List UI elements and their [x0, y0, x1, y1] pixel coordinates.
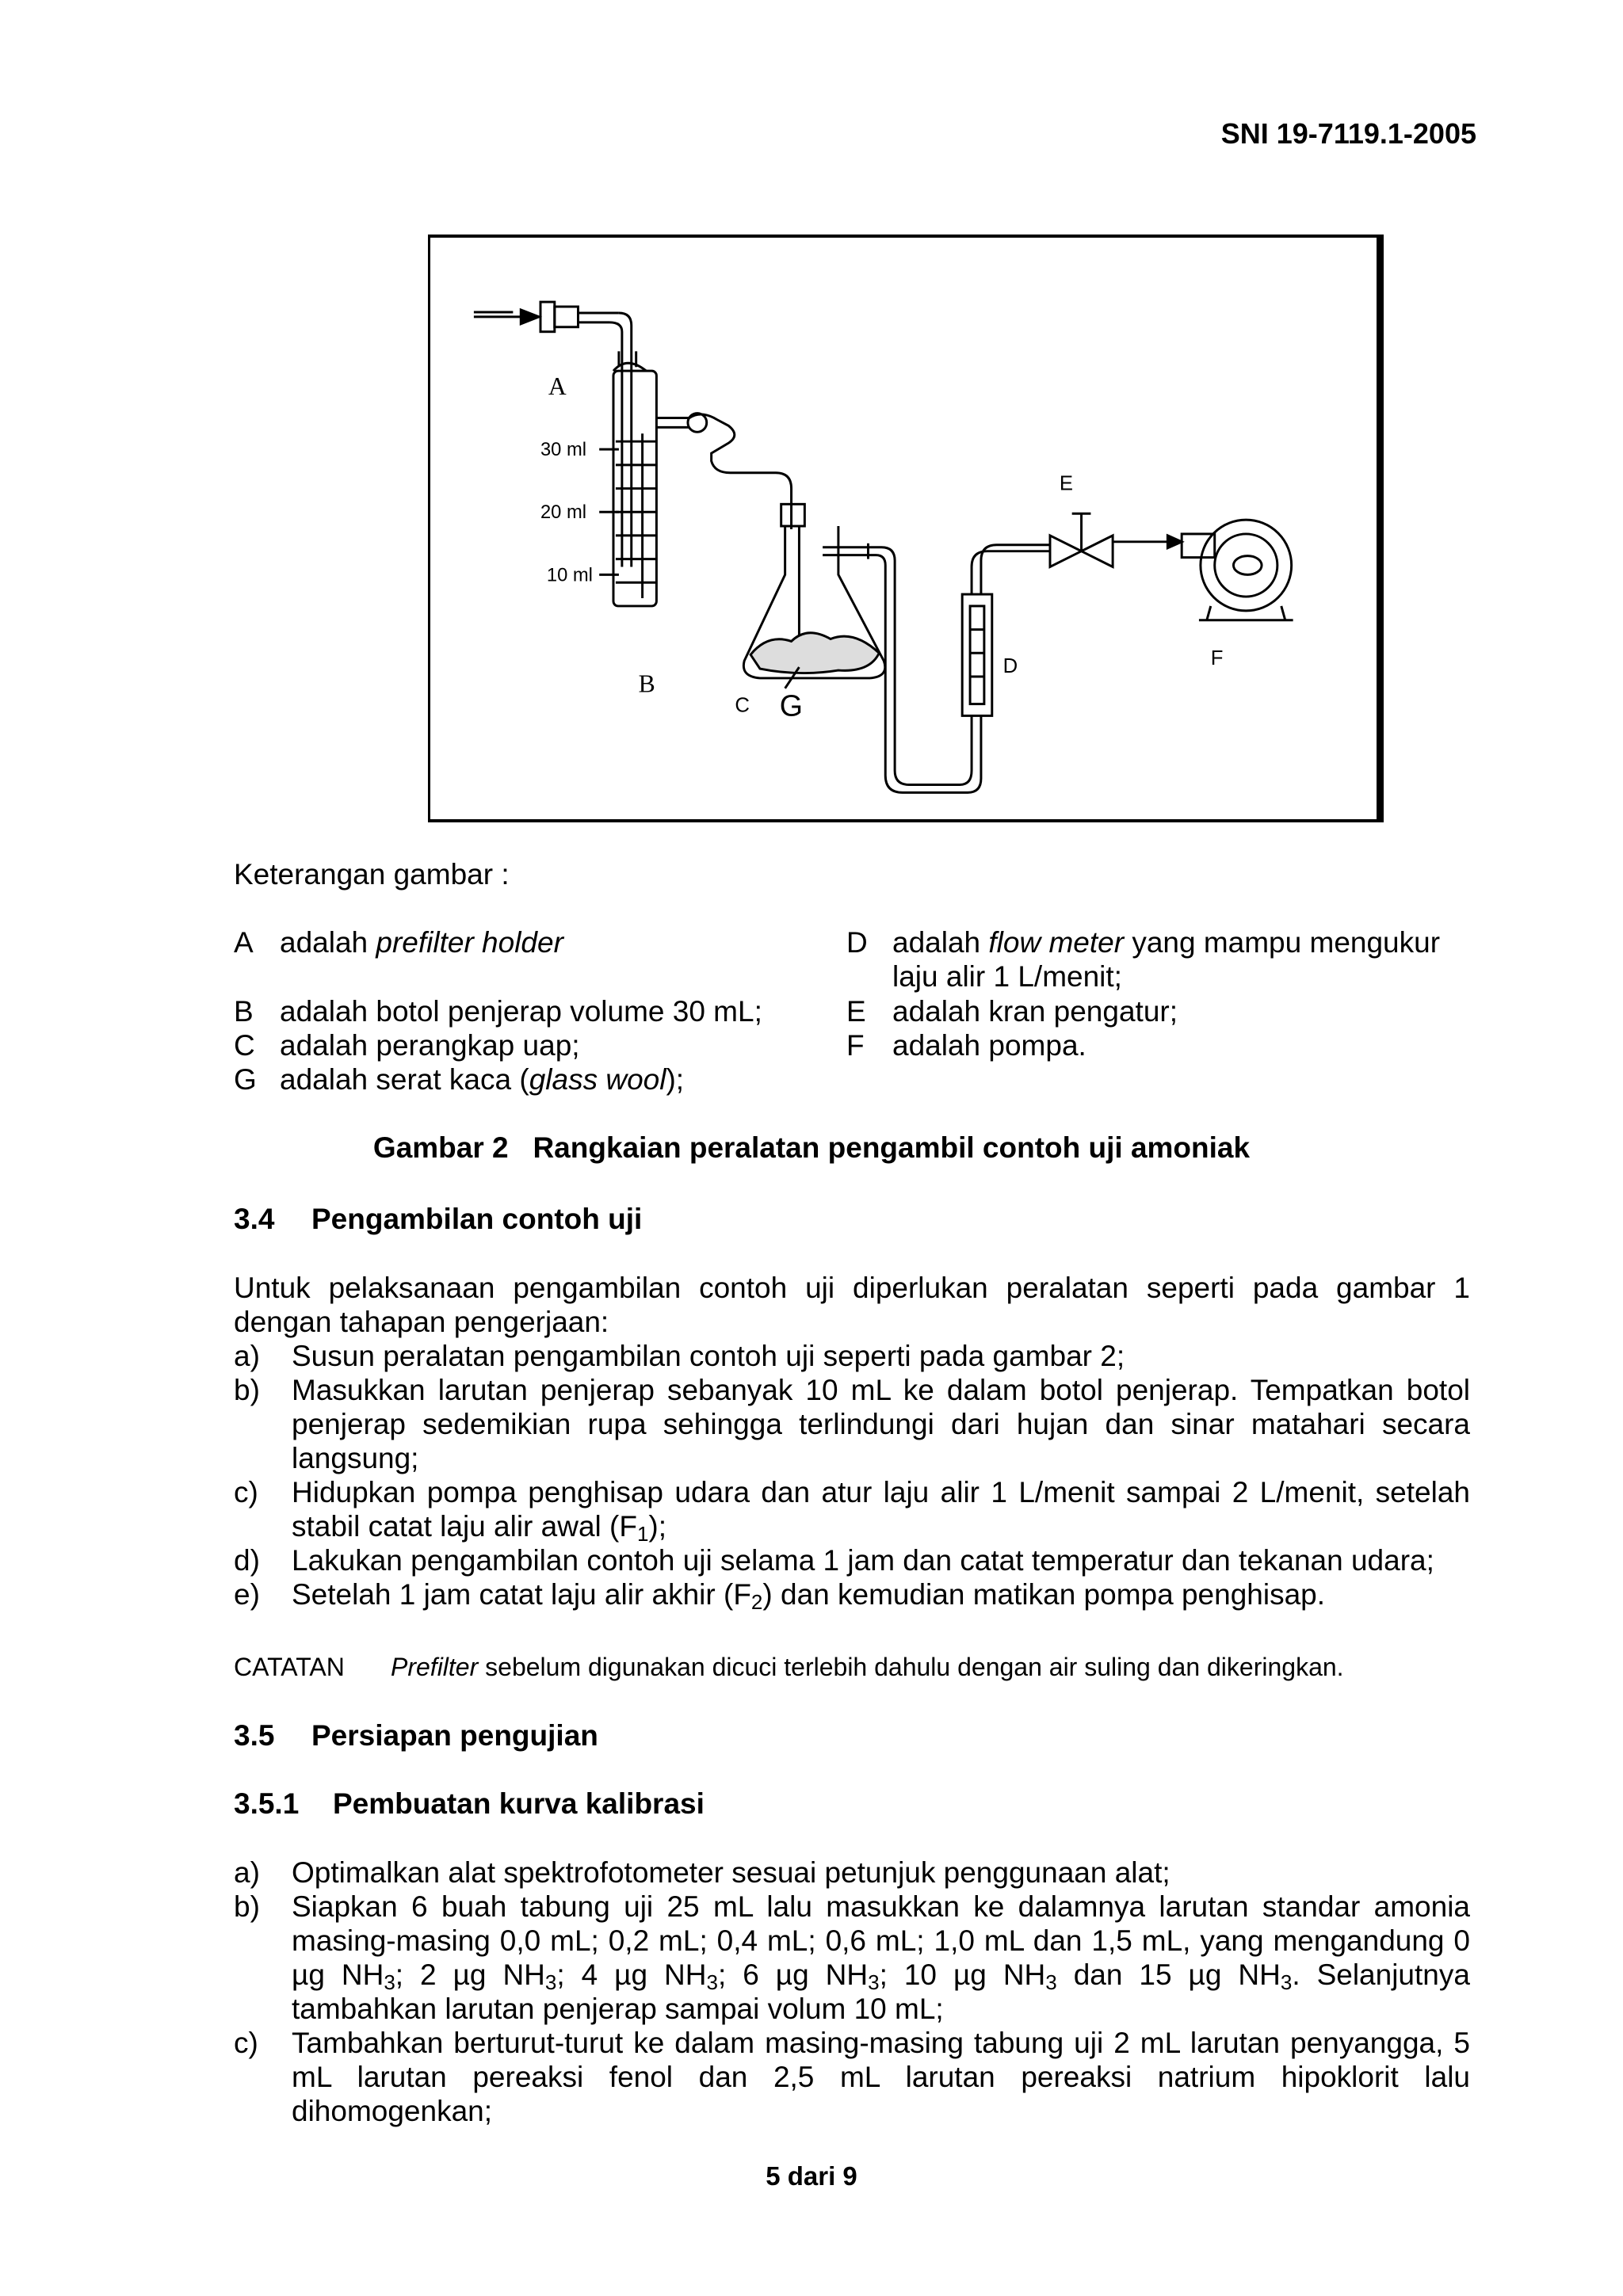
figure-caption: Gambar 2 Rangkaian peralatan pengambil contoh uji amoniak [372, 1131, 1251, 1164]
document-id: SNI 19-7119.1-2005 [1220, 117, 1476, 150]
glass-wool [750, 633, 879, 673]
prefilter-holder [540, 302, 555, 332]
section-heading-3-5-1: 3.5.1 Pembuatan kurva kalibrasi [234, 1787, 705, 1820]
inlet-arrowhead [521, 310, 539, 324]
legend-F: F adalah pompa. [846, 1029, 1086, 1062]
label-D: D [1002, 655, 1018, 678]
scale-30ml: 30 ml [540, 440, 587, 461]
flow-meter [962, 594, 992, 715]
legend-B: B adalah botol penjerap volume 30 mL; [234, 995, 762, 1028]
scale-20ml: 20 ml [540, 502, 587, 524]
label-B: B [638, 669, 655, 698]
note-label: CATATAN [234, 1653, 345, 1681]
section-heading-3-4: 3.4 Pengambilan contoh uji [234, 1203, 643, 1235]
list-item: c) Tambahkan berturut-turut ke dalam masing-masing tabung uji 2 mL larutan penyangga, 5 mL larutan pereaksi fenol dan 2,5 mL larutan pereaksi natrium hipoklorit lalu dihomogenkan; [234, 2027, 1470, 2127]
section-heading-3-5: 3.5 Persiapan pengujian [234, 1719, 598, 1752]
list-item: e) Setelah 1 jam catat laju alir akhir $(F_2)$ dan kemudian matikan pompa penghisap. [234, 1578, 1326, 1614]
note: CATATAN Prefilter sebelum digunakan dicuci terlebih dahulu dengan air suling dan dikeringkan. [234, 1653, 1344, 1681]
list-item: a) Susun peralatan pengambilan contoh uji seperti pada gambar 2; [234, 1340, 1125, 1372]
list-item: c) Hidupkan pompa penghisap udara dan atur laju alir 1 L/menit sampai 2 L/menit, setelah stabil catat laju alir awal $(F_1)$; [234, 1476, 1470, 1546]
legend-A: A adalah prefilter holder [234, 926, 563, 959]
label-F: F [1210, 647, 1224, 670]
list-item: d) Lakukan pengambilan contoh uji selama 1 jam dan catat temperatur dan tekanan udara; [234, 1544, 1434, 1577]
section-3-5-1-steps [234, 1855, 1470, 2128]
page-number: 5 dari 9 [766, 2161, 857, 2191]
list-item: b) Siapkan 6 buah tabung uji 25 mL lalu masukkan ke dalamnya larutan standar amonia masing-masing 0,0 mL; 0,2 mL; 0,4 mL; 0,6 mL; 1,0 mL dan 1,5 mL, yang mengandung 0 µg $NH_3$; 2 µg $NH_3$; 4 µg $NH_3$; 6 µg $NH_3$; 10 µg $NH_3$ dan 15 µg $NH_3$. Selanjutnya tambahkan larutan penjerap sampai volum 10 mL; [234, 1890, 1470, 2025]
apparatus-diagram [430, 238, 1377, 819]
list-item: b) Masukkan larutan penjerap sebanyak 10 mL ke dalam botol penjerap. Tempatkan botol penjerap sedemikian rupa sehingga terlindungi dari hujan dan sinar matahari secara langsung; [234, 1374, 1470, 1474]
legend-title: Keterangan gambar : [234, 858, 510, 891]
section-3-4-steps [234, 1339, 1470, 1614]
label-A: A [548, 372, 567, 400]
legend-G: G adalah serat kaca (glass wool); [234, 1063, 685, 1096]
label-G: G [779, 688, 803, 723]
legend-C: C adalah perangkap uap; [234, 1029, 580, 1062]
legend-D-continued: laju alir 1 L/menit; [892, 960, 1122, 993]
scale-10ml: 10 ml [546, 565, 593, 586]
legend-D: D adalah flow meter yang mampu mengukur [846, 926, 1441, 959]
label-E: E [1059, 472, 1074, 495]
list-item: a) Optimalkan alat spektrofotometer sesuai petunjuk penggunaan alat; [234, 1856, 1170, 1889]
legend-E: E adalah kran pengatur; [846, 995, 1178, 1028]
section-3-4-intro: Untuk pelaksanaan pengambilan contoh uji diperlukan peralatan seperti pada gambar 1 dengan tahapan pengerjaan: [234, 1272, 1470, 1338]
apparatus-figure [428, 235, 1384, 822]
legend-key: A [234, 926, 254, 959]
label-C: C [735, 694, 750, 717]
valve [1050, 536, 1082, 567]
